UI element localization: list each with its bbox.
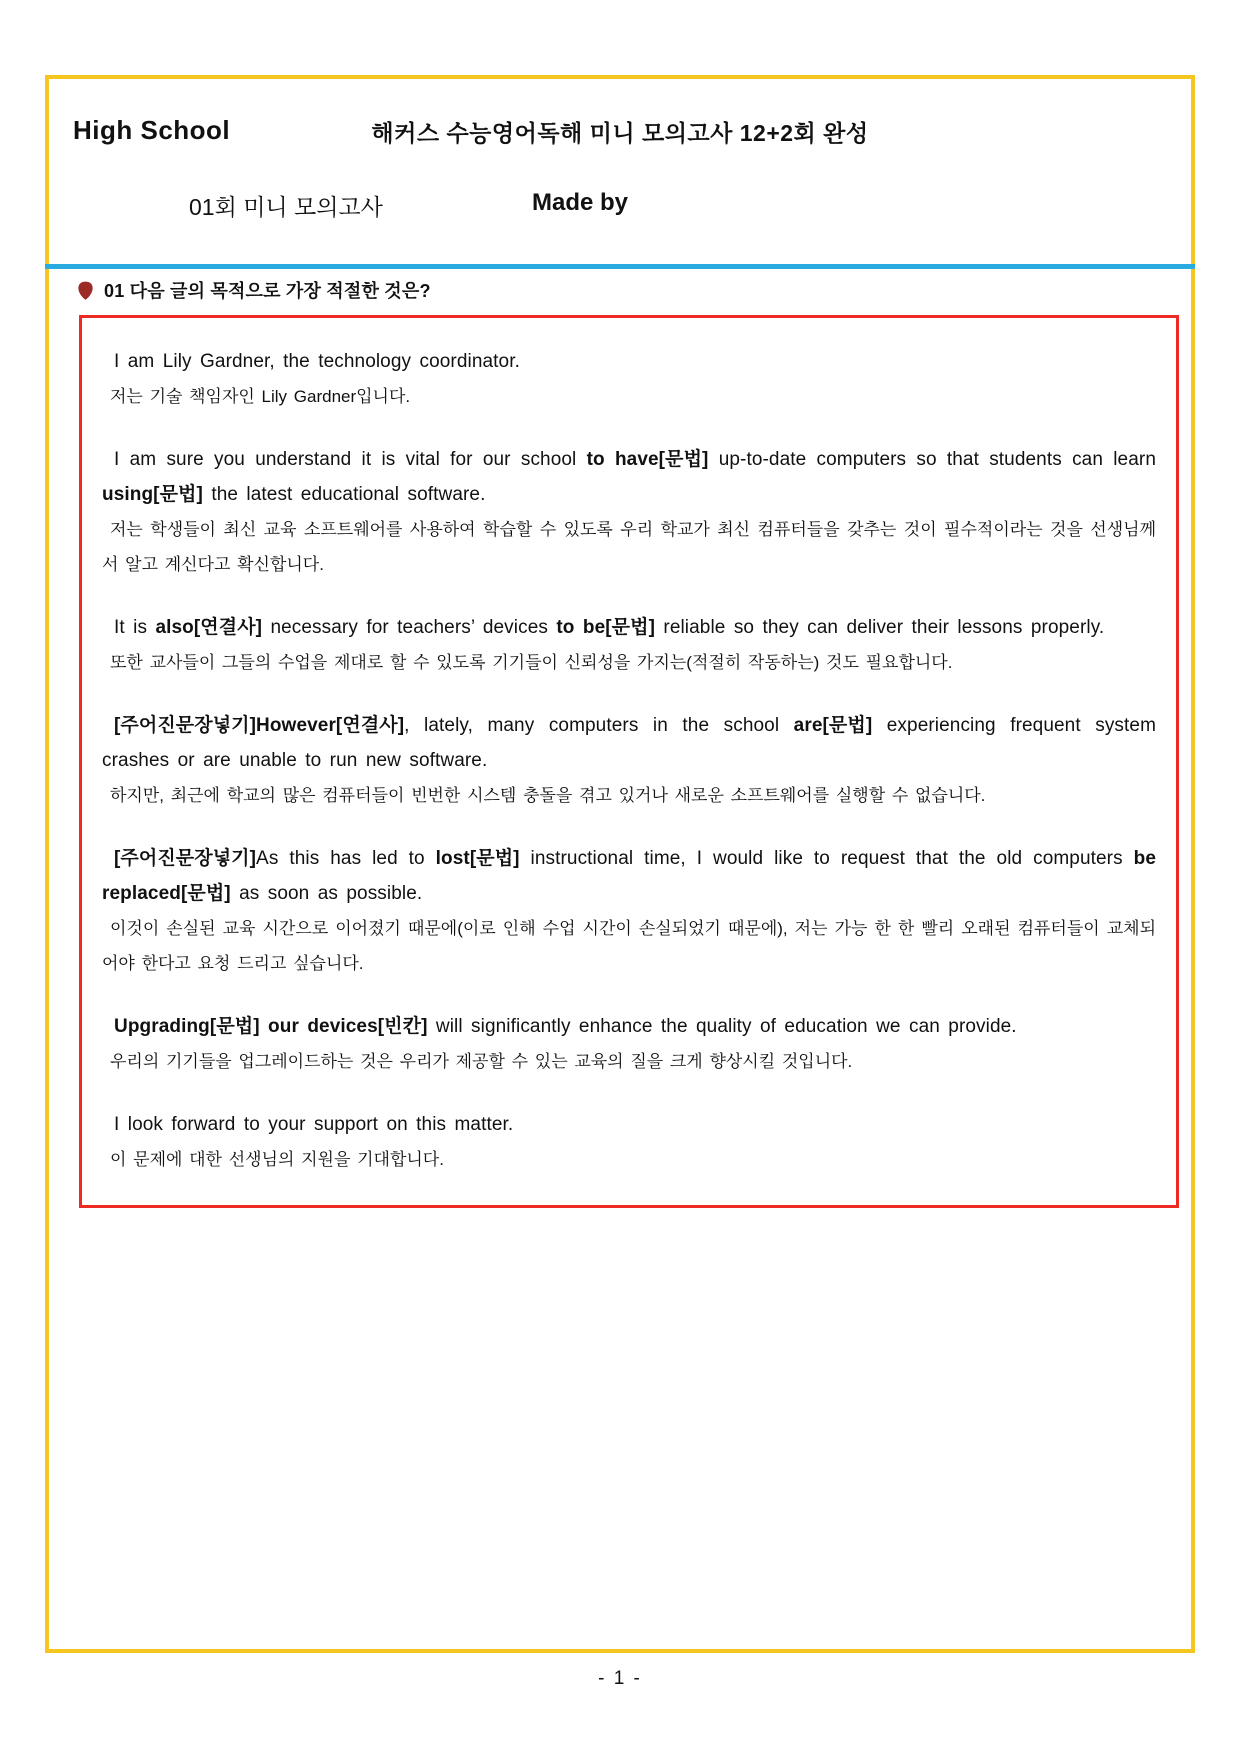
english-sentence: I am sure you understand it is vital for our school to have[문법] up-to-date computers so that students can learn using[문법] the latest educational software. bbox=[102, 449, 1156, 505]
english-sentence: [주어진문장넣기]However[연결사], lately, many computers in the school are[문법] experiencing frequent system crashes or are unable to run new software. bbox=[102, 715, 1157, 771]
passage-paragraph bbox=[102, 1009, 1156, 1079]
passage-paragraph bbox=[102, 1107, 1156, 1177]
english-sentence: It is also[연결사] necessary for teachers’ devices to be[문법] reliable so they can deliver their lessons properly. bbox=[114, 617, 1105, 638]
header-row-2 bbox=[49, 189, 1191, 221]
round-title: 01회 미니 모의고사 bbox=[189, 194, 383, 220]
korean-translation: 이 문제에 대한 선생님의 지원을 기대합니다. bbox=[110, 1150, 444, 1169]
passage-paragraph bbox=[102, 344, 1156, 414]
korean-translation: 또한 교사들이 그들의 수업을 제대로 할 수 있도록 기기들이 신뢰성을 가지는(적절히 작동하는) 것도 필요합니다. bbox=[110, 653, 953, 672]
question-label: 01 다음 글의 목적으로 가장 적절한 것은? bbox=[104, 281, 431, 301]
english-sentence: I am Lily Gardner, the technology coordinator. bbox=[114, 351, 520, 372]
question-row bbox=[77, 277, 431, 303]
book-title: 해커스 수능영어독해 미니 모의고사 12+2회 완성 bbox=[371, 120, 869, 146]
passage-paragraph bbox=[102, 841, 1156, 981]
header-divider bbox=[45, 264, 1195, 269]
school-label: High School bbox=[73, 115, 231, 145]
page-number: - 1 - bbox=[598, 1668, 642, 1689]
made-by-label: Made by bbox=[532, 189, 629, 216]
english-sentence: Upgrading[문법] our devices[빈칸] will significantly enhance the quality of education we can provide. bbox=[114, 1016, 1017, 1037]
korean-translation: 저는 기술 책임자인 Lily Gardner입니다. bbox=[110, 387, 411, 406]
passage-paragraph bbox=[102, 610, 1156, 680]
english-sentence: [주어진문장넣기]As this has led to lost[문법] instructional time, I would like to request that the old computers be replaced[문법] as soon as possible. bbox=[102, 848, 1156, 904]
page-frame bbox=[45, 75, 1195, 1653]
passage-paragraph bbox=[102, 708, 1156, 813]
passage-paragraph bbox=[102, 442, 1156, 582]
korean-translation: 하지만, 최근에 학교의 많은 컴퓨터들이 빈번한 시스템 충돌을 겪고 있거나 새로운 소프트웨어를 실행할 수 없습니다. bbox=[110, 786, 986, 805]
korean-translation: 우리의 기기들을 업그레이드하는 것은 우리가 제공할 수 있는 교육의 질을 크게 향상시킬 것입니다. bbox=[110, 1052, 853, 1071]
korean-translation: 저는 학생들이 최신 교육 소프트웨어를 사용하여 학습할 수 있도록 우리 학교가 최신 컴퓨터들을 갖추는 것이 필수적이라는 것을 선생님께서 알고 계신다고 확신합니다. bbox=[102, 520, 1156, 574]
passage-box bbox=[79, 315, 1179, 1208]
korean-translation: 이것이 손실된 교육 시간으로 이어졌기 때문에(이로 인해 수업 시간이 손실되었기 때문에), 저는 가능 한 한 빨리 오래된 컴퓨터들이 교체되어야 한다고 요청 드리고 싶습니다. bbox=[102, 919, 1156, 973]
strawberry-bullet-icon bbox=[77, 280, 94, 301]
english-sentence: I look forward to your support on this matter. bbox=[114, 1114, 514, 1135]
header-row-1 bbox=[49, 115, 1191, 147]
